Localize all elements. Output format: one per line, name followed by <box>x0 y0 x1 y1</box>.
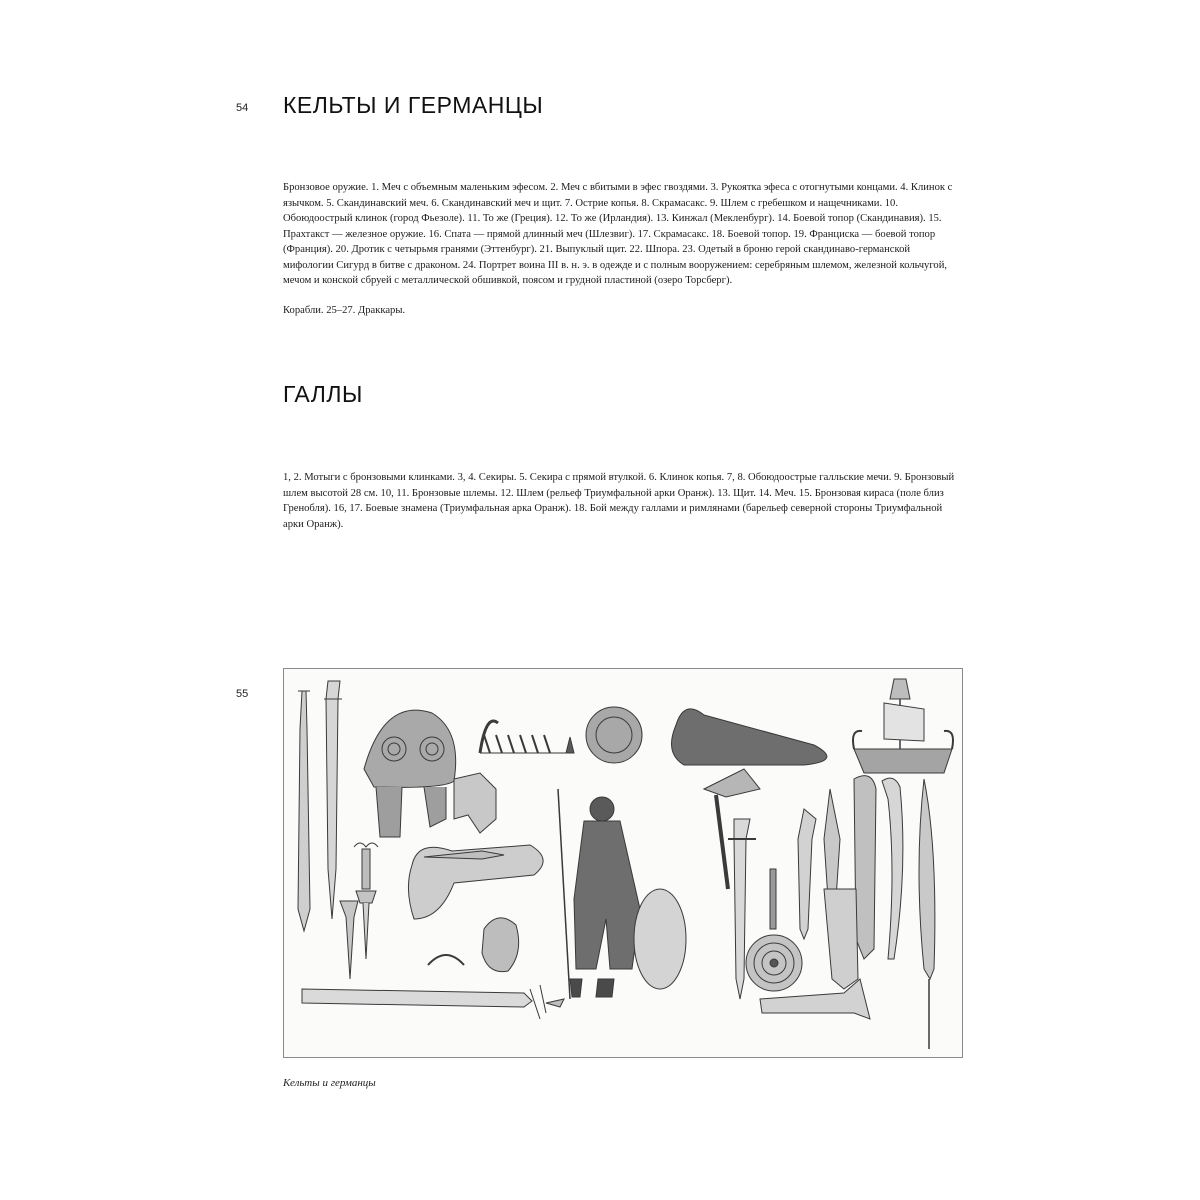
blade-with-tang-drawing <box>798 809 816 939</box>
drakkar-2-drawing <box>672 709 827 765</box>
axe-head-drawing <box>454 773 496 833</box>
upright-axe-drawing <box>824 889 858 989</box>
round-shield-drawing <box>746 869 802 991</box>
tall-spear-drawing <box>919 779 935 1049</box>
gauls-description: 1, 2. Мотыги с бронзовыми клинками. 3, 4. Секиры. 5. Секира с прямой втулкой. 6. Клинок копья. 7, 8. Обоюдоострые галльские мечи. 9. Бронзовый шлем высотой 28 см. 10, 11. Бронзовые шлемы. 12. Шлем (рельеф Триумфальной арки Оранж). 13. Щит. 14. Меч. 15. Бронзовая кираса (поле близ Гренобля). 16, 17. Боевые знамена (Триумфальная арка Оранж). 18. Бой между галлами и римлянами (барельеф северной стороны Триумфальной арки Оранж). <box>283 472 955 530</box>
drakkar-1-drawing <box>480 721 574 753</box>
helmet-drawing <box>364 710 456 837</box>
chapter-title: КЕЛЬТЫ И ГЕРМАНЦЫ <box>283 92 544 118</box>
sword-1-drawing <box>298 691 310 931</box>
page-number-left: 54 <box>236 102 249 114</box>
weapons-description: Бронзовое оружие. 1. Меч с объемным маленьким эфесом. 2. Меч с вбитыми в эфес гвоздями. 3. Рукоятка эфеса с отогнутыми концами. 4. Клинок с язычком. 5. Скандинавский меч. 6. Скандинавский меч и щит. 7. Острие копья. 8. Скрамасакс. 9. Шлем с гребешком и нащечниками. 10. Обоюдоострый клинок (город Фьезоле). 11. То же (Греция). 12. То же (Ирландия). 13. Кинжал (Мекленбург). 14. Боевой топор (Скандинавия). 15. Прахтакст — железное оружие. 16. Спата — прямой длинный меч (Шлезвиг). 17. Скрамасакс. 18. Боевой топор. 19. Франциска — боевой топор (Франция). 20. Дротик с четырьмя гранями (Эттенбург). 21. Выпуклый щит. 22. Шпора. 23. Одетый в броню герой скандинаво-германской мифологии Сигурд в битве с драконом. 24. Портрет воина III в. н. э. в одежде и с полным вооружением: серебряным шлемом, железной кольчугой, мечом и конской сбруей с металлической обшивкой, поясом и грудной пластиной (озеро Торсберг). <box>283 182 953 286</box>
francisca-drawing <box>704 769 760 889</box>
shield-boss-drawing <box>482 918 519 972</box>
weapons-engraving <box>284 669 962 1057</box>
warrior-figure-drawing <box>558 789 686 999</box>
curved-sword-drawing <box>882 778 903 959</box>
round-ornament-drawing <box>586 707 642 763</box>
drakkar-3-drawing <box>853 679 953 773</box>
engraving-plate <box>283 668 963 1058</box>
long-sword-drawing <box>302 985 564 1019</box>
sword-2-drawing <box>324 681 342 919</box>
plate-caption: Кельты и германцы <box>283 1077 376 1089</box>
page-number-right: 55 <box>236 688 249 700</box>
section-title-gauls: ГАЛЛЫ <box>283 381 363 407</box>
spur-drawing <box>428 955 464 965</box>
dagger-drawing <box>340 901 358 979</box>
spear-head-drawing <box>824 789 840 899</box>
ships-description: Корабли. 25–27. Драккары. <box>283 305 406 316</box>
